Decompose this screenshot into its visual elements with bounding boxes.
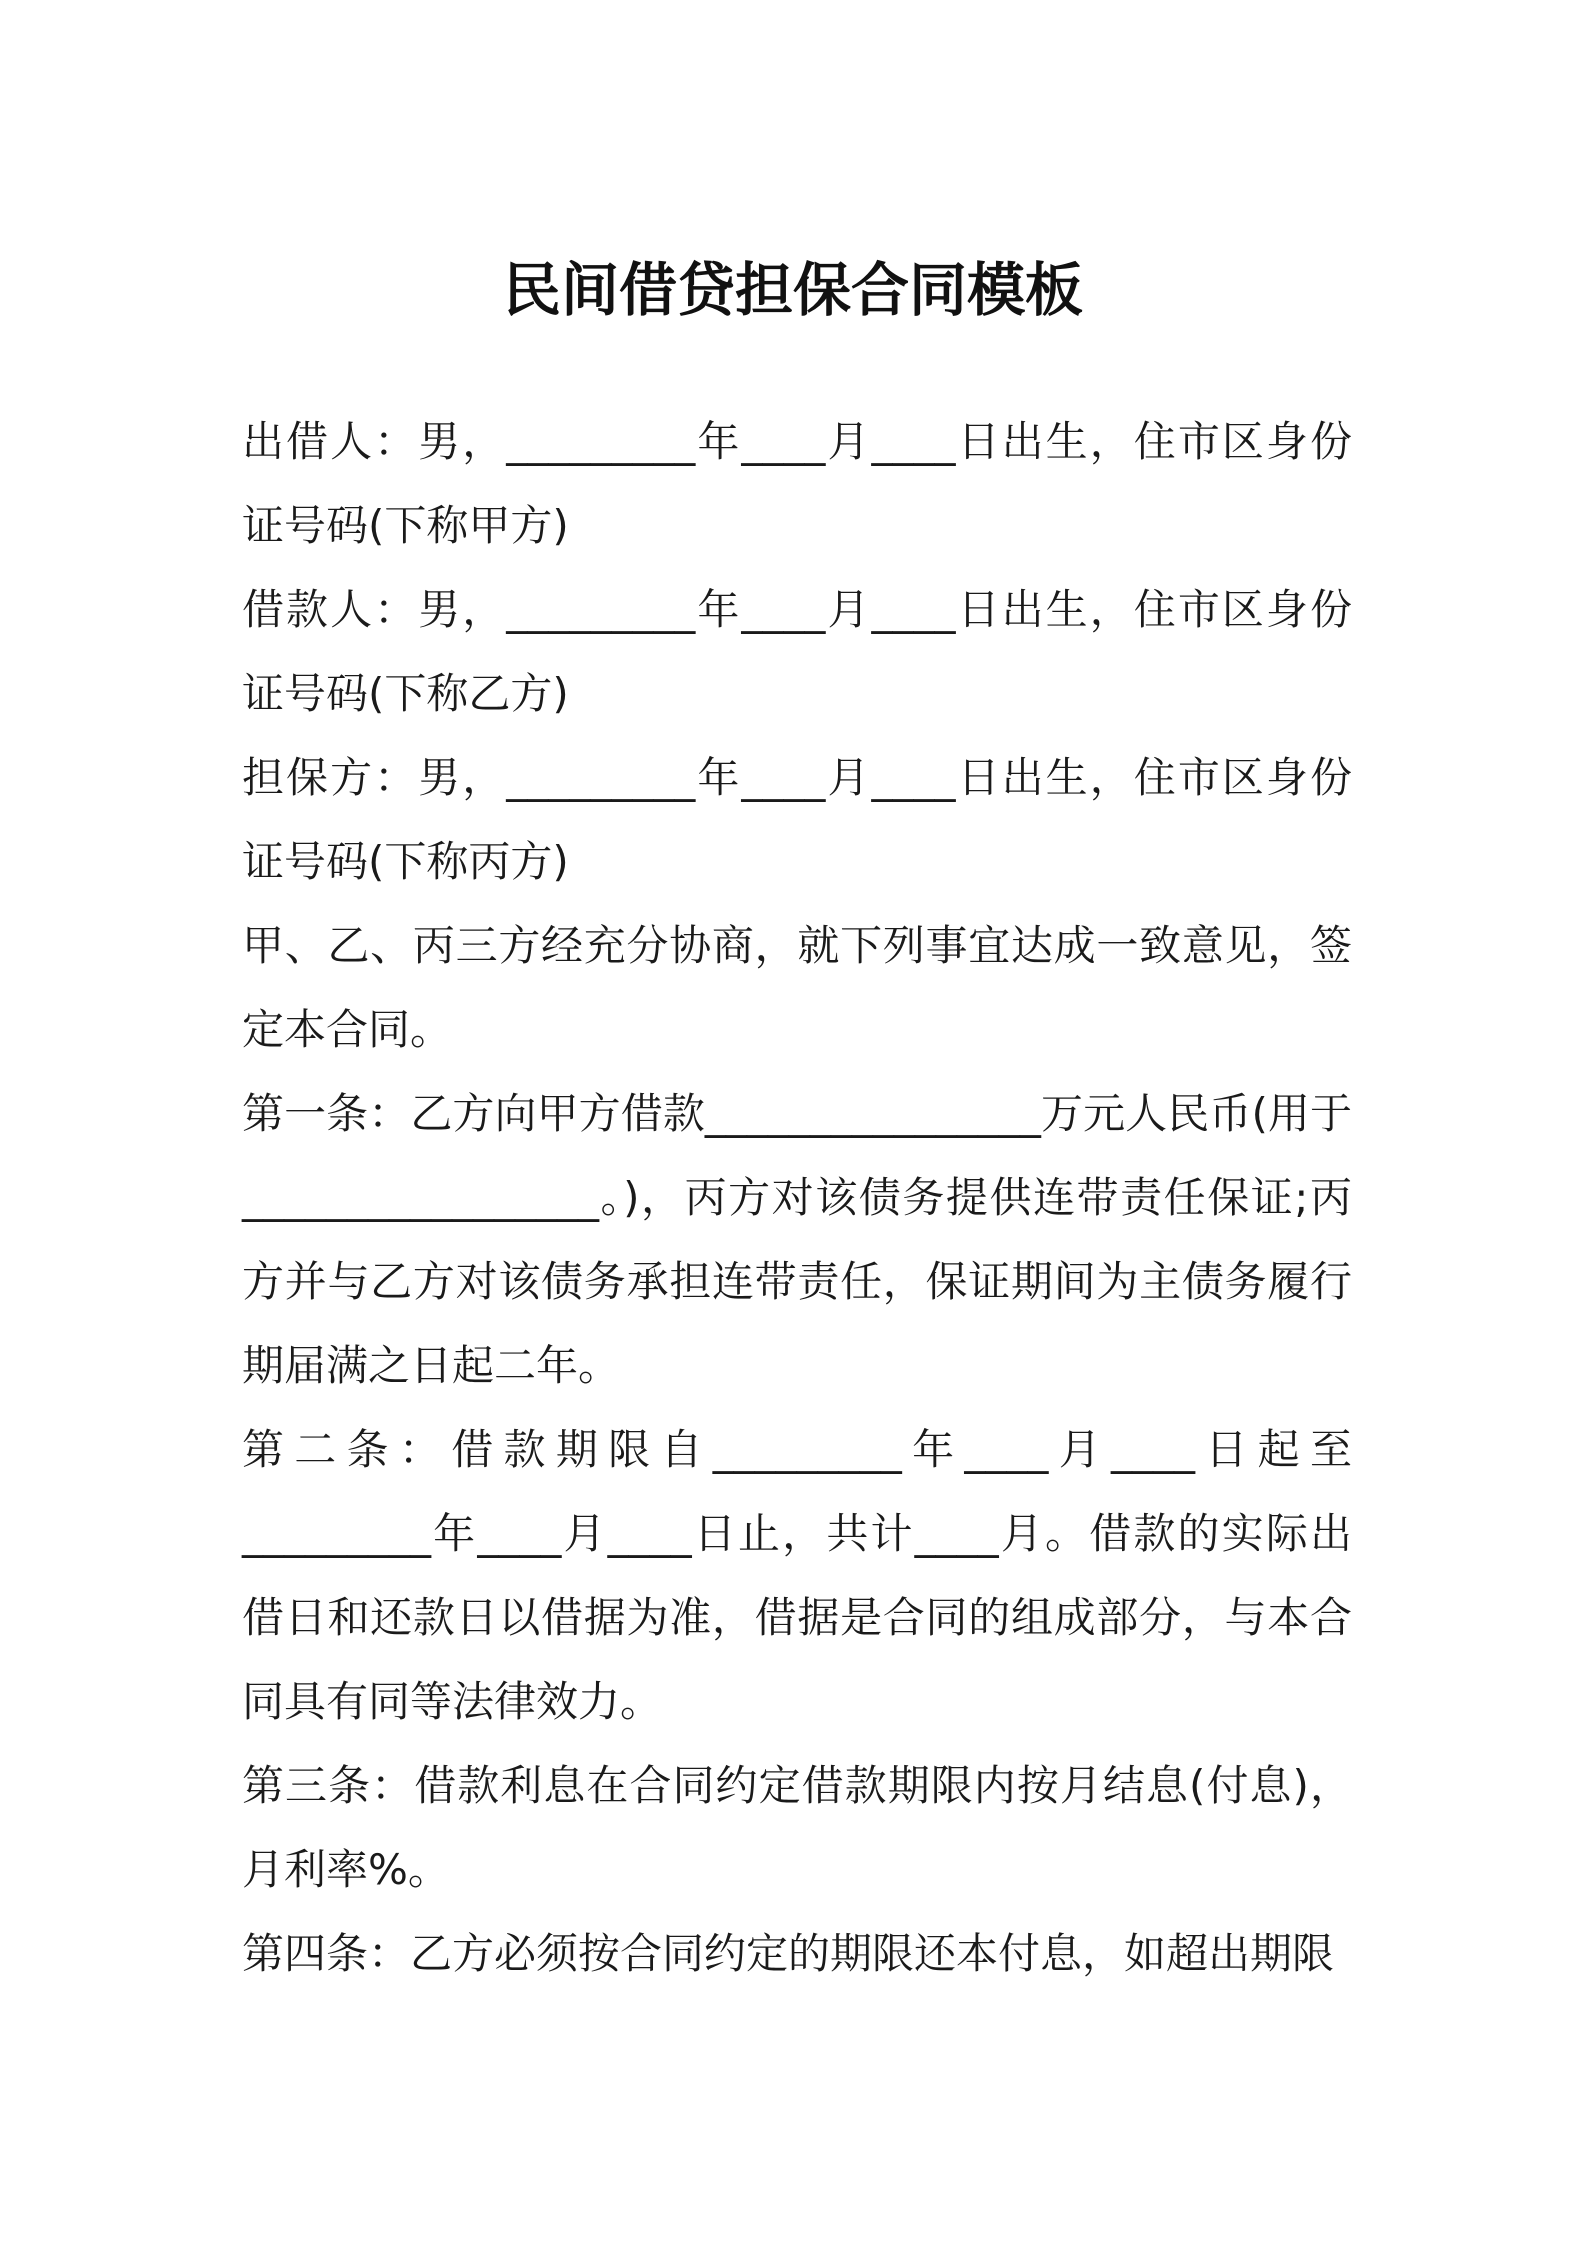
paragraph-agreement: 甲、乙、丙三方经充分协商，就下列事宜达成一致意见，签定本合同。 — [242, 921, 1352, 1054]
document-title: 民间借贷担保合同模板 — [502, 256, 1083, 324]
paragraph-guarantor: 担保方：男，_________年____月____日出生，住市区身份证号码(下称丙方) — [242, 753, 1352, 886]
paragraph-lender: 出借人：男，_________年____月____日出生，住市区身份证号码(下称甲方) — [242, 417, 1352, 550]
article-1: 第一条：乙方向甲方借款________________万元人民币(用于_________________。)，丙方对该债务提供连带责任保证;丙方并与乙方对该债务承担连带责任，保证期间为主债务履行期届满之日起二年。 — [242, 1089, 1352, 1390]
article-2: 第二条：借款期限自_________年____月____日起至_________年____月____日止，共计____月。借款的实际出借日和还款日以借据为准，借据是合同的组成部分，与本合同具有同等法律效力。 — [242, 1425, 1352, 1726]
article-4: 第四条：乙方必须按合同约定的期限还本付息，如超出期限 — [242, 1929, 1335, 1978]
article-3: 第三条：借款利息在合同约定借款期限内按月结息(付息)，月利率%。 — [242, 1761, 1352, 1894]
paragraph-borrower: 借款人：男，_________年____月____日出生，住市区身份证号码(下称乙方) — [242, 585, 1352, 718]
document-body — [242, 400, 1352, 1996]
